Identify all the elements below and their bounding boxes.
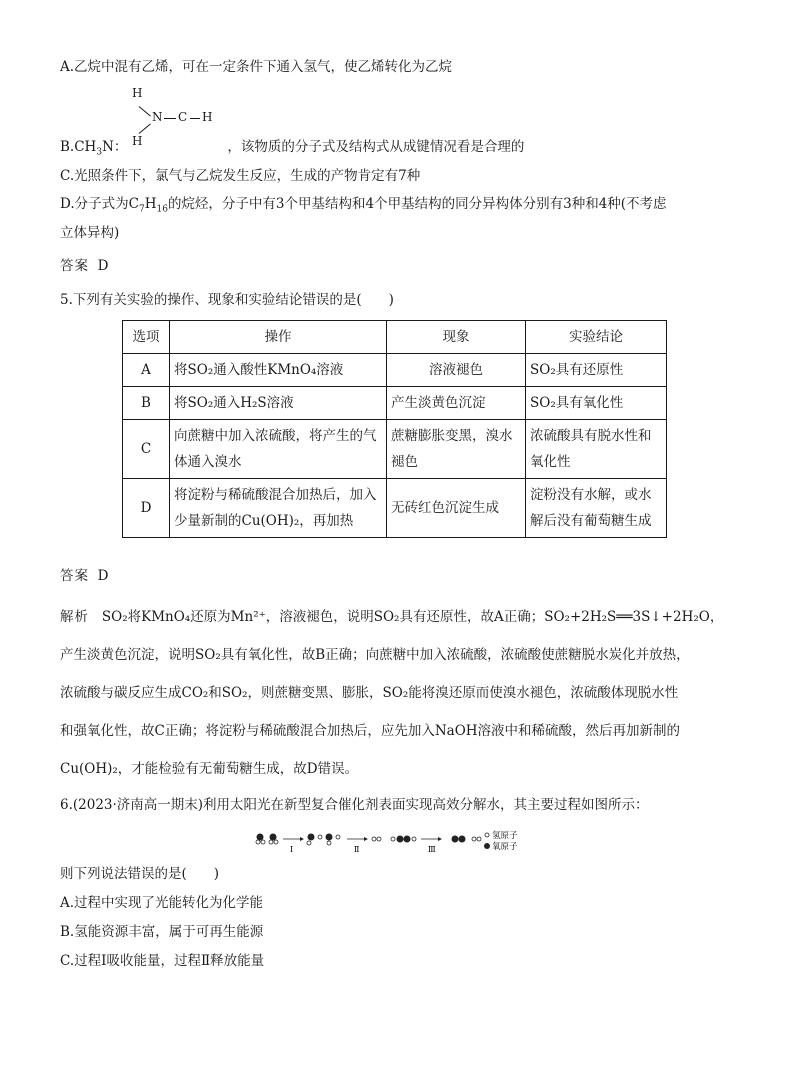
table-header: 选项 [123,321,170,354]
table-cell: SO₂具有还原性 [526,354,667,387]
table-cell: SO₂具有氧化性 [526,387,667,420]
table-cell: 将SO₂通入H₂S溶液 [170,387,387,420]
analysis-line: Cu(OH)₂，才能检验有无葡萄糖生成，故D错误。 [60,761,359,777]
table-cell: A [123,354,170,387]
table-cell: 产生淡黄色沉淀 [387,387,526,420]
struct-h-right: H [202,110,213,124]
q6-option-a: A.过程中实现了光能转化为化学能 [60,895,264,911]
legend-h-icon [485,833,489,837]
water-splitting-diagram [255,825,555,855]
table-row [123,420,667,479]
table-row [123,387,667,420]
table-header: 实验结论 [526,321,667,354]
step-1-label: Ⅰ [290,845,294,854]
q4-answer: 答案 D [60,258,109,274]
analysis-line: 和强氧化性，故C正确；将淀粉与稀硫酸混合加热后，应先加入NaOH溶液中和稀硫酸，然后再加新制的 [60,723,681,739]
q4-option-c: C.光照条件下，氯气与乙烷发生反应，生成的产物肯定有7种 [60,168,421,184]
table-cell: D [123,479,170,538]
table-row [123,479,667,538]
q4-option-d-cont: 立体异构) [60,225,120,241]
struct-n: N [152,110,163,124]
q4-option-d: D.分子式为$C_7H_{16}$的烷烃，分子中有3个甲基结构和4个甲基结构的同分异构体分别有3种和4种(不考虑 [60,196,667,215]
table-header: 操作 [170,321,387,354]
analysis-line: 浓硫酸与碳反应生成CO₂和SO₂，则蔗糖变黑、膨胀，SO₂能将溴还原而使溴水褪色，浓硫酸体现脱水性 [60,685,679,701]
table-cell: 将SO₂通入酸性KMnO₄溶液 [170,354,387,387]
table-cell: 无砖红色沉淀生成 [387,479,526,538]
molecule-group-start [256,834,278,845]
table-cell: 溶液褪色 [387,354,526,387]
table-row [123,354,667,387]
table-cell: 向蔗糖中加入浓硫酸，将产生的气体通入溴水 [170,420,387,479]
analysis-line: 产生淡黄色沉淀，说明SO₂具有氧化性，故B正确；向蔗糖中加入浓硫酸，浓硫酸使蔗糖脱水炭化并放热， [60,647,690,663]
experiment-table [122,320,667,538]
bond-c-h [190,118,200,119]
q5-answer: 答案 D [60,568,109,584]
q4-option-b: $B.CH_3N$： ，该物质的分子式及结构式从成键情况看是合理的 [60,139,525,158]
q6-question: 则下列说法错误的是( ) [60,866,220,882]
analysis-line: 解析 SO₂将KMnO₄还原为Mn²⁺，溶液褪色，说明SO₂具有还原性，故A正确；SO₂+2H₂S══3S↓+2H₂O， [60,609,724,625]
struct-h-top: H [132,86,143,100]
q6-stem: 6.(2023·济南高一期末)利用太阳光在新型复合催化剂表面实现高效分解水，其主要过程如图所示： [60,797,649,813]
legend-hydrogen: 氢原子 [492,831,518,841]
table-cell: 浓硫酸具有脱水性和氧化性 [526,420,667,479]
step-3-label: Ⅲ [428,845,436,854]
q4-option-a: A.乙烷中混有乙烯，可在一定条件下通入氢气，使乙烯转化为乙烷 [60,59,453,75]
step-2-label: Ⅱ [354,845,360,854]
table-cell: 蔗糖膨胀变黑，溴水褪色 [387,420,526,479]
q5-analysis [60,598,750,788]
table-cell: B [123,387,170,420]
q6-option-c: C.过程Ⅰ吸收能量，过程Ⅱ释放能量 [60,953,265,969]
bond-n-c [164,118,176,119]
bond-h-n-top [139,106,151,116]
struct-h-bottom: H [132,134,143,148]
legend-oxygen: 氧原子 [492,842,518,852]
table-header: 现象 [387,321,526,354]
table-cell: C [123,420,170,479]
bond-h-n-bottom [139,123,151,133]
struct-c: C [178,110,188,124]
table-cell: 将淀粉与稀硫酸混合加热后，加入少量新制的Cu(OH)₂，再加热 [170,479,387,538]
legend-o-icon [484,843,490,849]
q5-stem: 5.下列有关实验的操作、现象和实验结论错误的是( ) [60,292,394,308]
q6-option-b: B.氢能资源丰富，属于可再生能源 [60,924,264,940]
table-cell: 淀粉没有水解，或水解后没有葡萄糖生成 [526,479,667,538]
